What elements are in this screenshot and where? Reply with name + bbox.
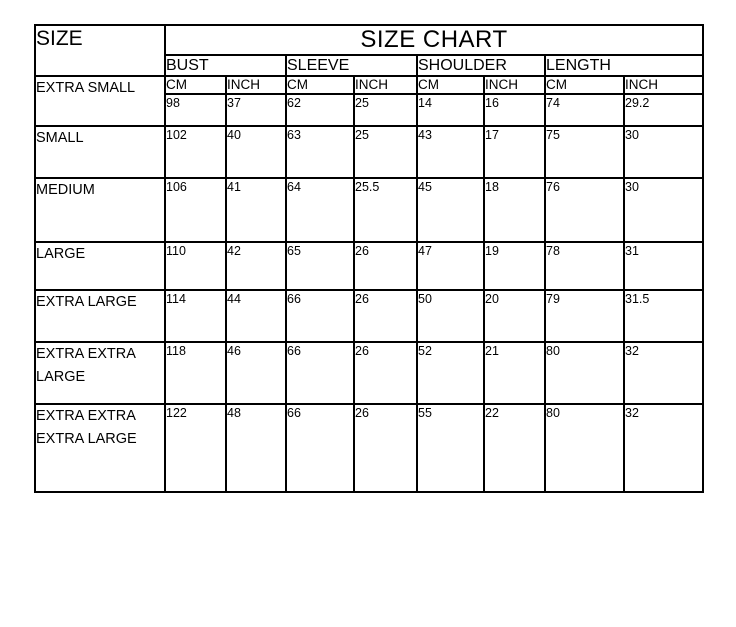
cell-sleeve-cm: 66 [286, 342, 354, 404]
cell-length-cm: 76 [545, 178, 624, 242]
cell-bust-inch: 48 [226, 404, 286, 492]
cell-length-cm: 78 [545, 242, 624, 290]
table-row-name-xl: EXTRA LARGE [35, 290, 165, 342]
cell-shoulder-cm: 47 [417, 242, 484, 290]
table-header-unit-row [35, 76, 703, 94]
table-row-name-s: SMALL [35, 126, 165, 178]
cell-sleeve-inch: 26 [354, 290, 417, 342]
cell-shoulder-inch: 18 [484, 178, 545, 242]
cell-shoulder-inch: 21 [484, 342, 545, 404]
cell-bust-inch: 44 [226, 290, 286, 342]
cell-bust-cm: 114 [165, 290, 226, 342]
unit-header-shoulder-cm: CM [417, 76, 484, 94]
table-row-name-xs: EXTRA SMALL [35, 76, 165, 126]
cell-sleeve-cm: 66 [286, 290, 354, 342]
cell-shoulder-inch: 17 [484, 126, 545, 178]
cell-shoulder-cm: 50 [417, 290, 484, 342]
cell-bust-cm: 102 [165, 126, 226, 178]
cell-bust-inch: 42 [226, 242, 286, 290]
cell-length-cm: 75 [545, 126, 624, 178]
table-row-name-xxxl: EXTRA EXTRA EXTRA LARGE [35, 404, 165, 492]
table-header-title-row [35, 25, 703, 55]
table-row [35, 342, 703, 404]
size-column-header: SIZE [35, 25, 165, 76]
cell-sleeve-inch: 26 [354, 404, 417, 492]
group-header-bust: BUST [165, 55, 286, 76]
cell-length-cm: 74 [545, 94, 624, 126]
cell-bust-inch: 41 [226, 178, 286, 242]
cell-length-inch: 32 [624, 342, 703, 404]
cell-bust-cm: 122 [165, 404, 226, 492]
table-row [35, 404, 703, 492]
cell-shoulder-cm: 55 [417, 404, 484, 492]
table-row [35, 290, 703, 342]
cell-length-inch: 31 [624, 242, 703, 290]
cell-shoulder-cm: 14 [417, 94, 484, 126]
cell-sleeve-inch: 26 [354, 342, 417, 404]
unit-header-shoulder-inch: INCH [484, 76, 545, 94]
unit-header-bust-inch: INCH [226, 76, 286, 94]
cell-sleeve-cm: 64 [286, 178, 354, 242]
cell-bust-cm: 106 [165, 178, 226, 242]
cell-shoulder-inch: 20 [484, 290, 545, 342]
cell-shoulder-cm: 45 [417, 178, 484, 242]
unit-header-bust-cm: CM [165, 76, 226, 94]
cell-shoulder-cm: 52 [417, 342, 484, 404]
table-row [35, 242, 703, 290]
cell-length-cm: 80 [545, 342, 624, 404]
unit-header-sleeve-cm: CM [286, 76, 354, 94]
table-row-name-xxl: EXTRA EXTRA LARGE [35, 342, 165, 404]
cell-sleeve-cm: 66 [286, 404, 354, 492]
unit-header-sleeve-inch: INCH [354, 76, 417, 94]
cell-bust-inch: 46 [226, 342, 286, 404]
table-row [35, 178, 703, 242]
group-header-sleeve: SLEEVE [286, 55, 417, 76]
cell-bust-cm: 110 [165, 242, 226, 290]
cell-bust-inch: 40 [226, 126, 286, 178]
cell-sleeve-cm: 62 [286, 94, 354, 126]
cell-length-cm: 79 [545, 290, 624, 342]
cell-length-inch: 30 [624, 126, 703, 178]
cell-length-inch: 31.5 [624, 290, 703, 342]
table-row-name-m: MEDIUM [35, 178, 165, 242]
cell-shoulder-inch: 19 [484, 242, 545, 290]
cell-sleeve-cm: 63 [286, 126, 354, 178]
unit-header-length-inch: INCH [624, 76, 703, 94]
cell-shoulder-cm: 43 [417, 126, 484, 178]
table-row-name-l: LARGE [35, 242, 165, 290]
group-header-shoulder: SHOULDER [417, 55, 545, 76]
cell-sleeve-inch: 25.5 [354, 178, 417, 242]
cell-length-inch: 32 [624, 404, 703, 492]
cell-length-inch: 30 [624, 178, 703, 242]
cell-sleeve-inch: 25 [354, 94, 417, 126]
table-row [35, 126, 703, 178]
cell-sleeve-inch: 26 [354, 242, 417, 290]
cell-bust-inch: 37 [226, 94, 286, 126]
size-chart-table [34, 24, 704, 493]
unit-header-length-cm: CM [545, 76, 624, 94]
chart-title: SIZE CHART [165, 25, 703, 55]
cell-bust-cm: 118 [165, 342, 226, 404]
cell-shoulder-inch: 22 [484, 404, 545, 492]
cell-length-inch: 29.2 [624, 94, 703, 126]
cell-sleeve-cm: 65 [286, 242, 354, 290]
group-header-length: LENGTH [545, 55, 703, 76]
cell-sleeve-inch: 25 [354, 126, 417, 178]
cell-length-cm: 80 [545, 404, 624, 492]
cell-shoulder-inch: 16 [484, 94, 545, 126]
cell-bust-cm: 98 [165, 94, 226, 126]
